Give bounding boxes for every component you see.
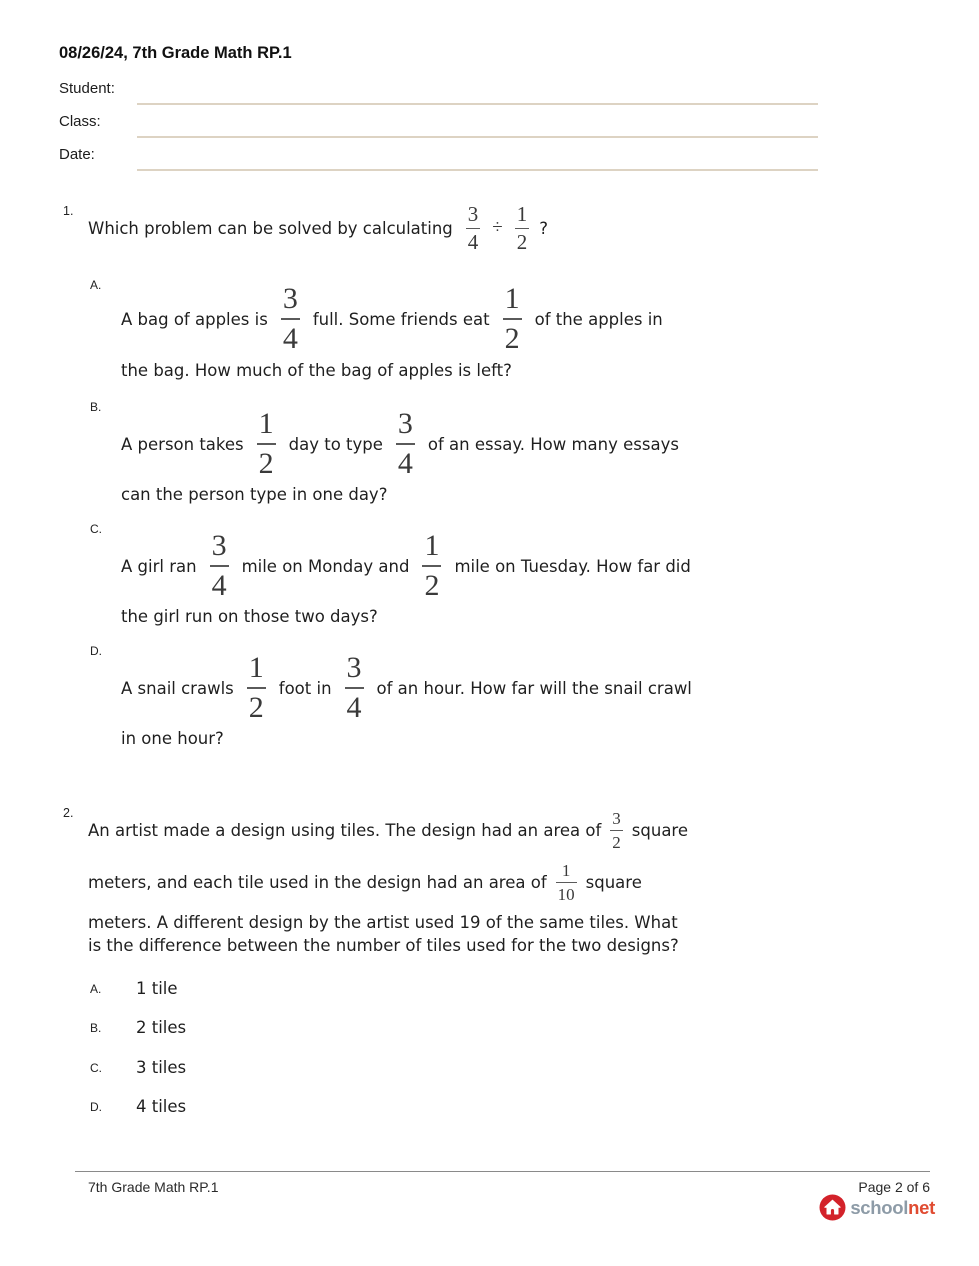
fraction-numerator: 1 [424,529,440,562]
schoolnet-logo-text [850,1197,935,1219]
q2-option-c-text: 3 tiles [136,1058,187,1077]
q1-option-a-line2: the bag. How much of the bag of apples is left? [121,361,512,380]
fraction-denominator: 10 [557,884,575,904]
footer-page-number: Page 2 of 6 [858,1179,930,1195]
class-blank-line [137,136,818,138]
q2-option-d-text: 4 tiles [136,1097,187,1116]
student-blank-line [137,103,818,105]
q1-option-d-letter: D. [90,644,102,658]
fraction-bar [515,228,530,229]
fraction-denominator: 4 [397,447,413,480]
option-text: foot in [278,678,332,698]
date-blank-line [137,169,818,171]
q2-option-b-text: 2 tiles [136,1018,187,1037]
fraction-numerator: 3 [282,282,298,315]
q1-option-c-line1 [121,529,691,603]
q2-option-a-letter: A. [90,982,102,996]
fraction-three-halves [610,810,623,851]
division-sign: ÷ [492,217,503,238]
question-2-number: 2. [63,806,74,820]
question-mark: ? [539,218,548,238]
fraction-denominator: 2 [504,322,520,355]
schoolnet-logo [819,1194,935,1221]
question-2-line1 [88,802,688,858]
fraction-denominator: 2 [248,691,264,724]
fraction-numerator: 1 [248,651,264,684]
fraction-one-tenth [556,862,577,903]
question-1-prompt-text: Which problem can be solved by calculating [88,218,453,238]
fraction-one-half [422,531,441,601]
fraction-numerator: 3 [211,529,227,562]
fraction-bar [345,687,364,689]
logo-school-part: school [850,1196,909,1218]
fraction-bar [556,882,577,883]
question-text: square [585,872,642,892]
question-2-line4: is the difference between the number of tiles used for the two designs? [88,936,679,955]
question-text: meters, and each tile used in the design had an area of [88,872,547,892]
fraction-denominator: 4 [211,569,227,602]
option-text: full. Some friends eat [312,309,490,329]
fraction-one-half [257,409,276,479]
question-2-line3: meters. A different design by the artist used 19 of the same tiles. What [88,913,678,932]
fraction-numerator: 1 [561,860,571,880]
fraction-bar [257,443,276,445]
fraction-bar [247,687,266,689]
q1-option-c-line2: the girl run on those two days? [121,607,378,626]
q1-option-d-line2: in one hour? [121,729,224,748]
fraction-bar [210,565,229,567]
fraction-denominator: 2 [516,229,528,254]
fraction-bar [503,318,522,320]
q2-option-b-letter: B. [90,1021,102,1035]
logo-net-part: net [908,1196,935,1218]
footer-divider [75,1171,930,1172]
option-text: of an hour. How far will the snail crawl [376,678,692,698]
class-label: Class: [59,113,101,130]
fraction-denominator: 2 [258,447,274,480]
option-text: of an essay. How many essays [427,434,679,454]
fraction-one-half [515,201,530,254]
date-label: Date: [59,146,95,163]
fraction-three-fourths [396,409,415,479]
q1-option-b-letter: B. [90,400,102,414]
fraction-bar [610,830,623,831]
question-text: An artist made a design using tiles. The design had an area of [88,820,602,840]
question-2-line2 [88,854,642,910]
document-title: 08/26/24, 7th Grade Math RP.1 [59,44,292,62]
fraction-denominator: 2 [424,569,440,602]
option-text: A snail crawls [121,678,234,698]
fraction-numerator: 3 [346,651,362,684]
option-text: mile on Tuesday. How far did [454,556,691,576]
fraction-numerator: 3 [397,407,413,440]
option-text: A bag of apples is [121,309,268,329]
fraction-numerator: 1 [258,407,274,440]
q1-option-a-letter: A. [90,278,102,292]
q1-option-c-letter: C. [90,522,102,536]
fraction-numerator: 1 [516,201,528,226]
fraction-three-fourths [281,284,300,354]
fraction-denominator: 4 [467,229,479,254]
option-text: A girl ran [121,556,197,576]
fraction-one-half [503,284,522,354]
fraction-denominator: 4 [282,322,298,355]
fraction-denominator: 4 [346,691,362,724]
student-label: Student: [59,80,115,97]
fraction-numerator: 1 [504,282,520,315]
option-text: day to type [288,434,383,454]
fraction-one-half [247,653,266,723]
schoolnet-home-icon [819,1194,846,1221]
fraction-denominator: 2 [612,832,621,852]
q2-option-c-letter: C. [90,1061,102,1075]
q1-option-b-line1 [121,407,679,481]
q2-option-a-text: 1 tile [136,979,178,998]
question-text: square [631,820,689,840]
fraction-three-fourths [345,653,364,723]
question-1-number: 1. [63,204,74,218]
option-text: A person takes [121,434,244,454]
fraction-three-fourths [210,531,229,601]
fraction-bar [396,443,415,445]
q1-option-d-line1 [121,651,692,725]
fraction-numerator: 3 [467,201,479,226]
q1-option-b-line2: can the person type in one day? [121,485,388,504]
q2-option-d-letter: D. [90,1100,102,1114]
fraction-bar [281,318,300,320]
fraction-numerator: 3 [612,808,621,828]
option-text: mile on Monday and [241,556,410,576]
question-1-prompt [88,200,548,256]
option-text: of the apples in [534,309,663,329]
footer-doc-name: 7th Grade Math RP.1 [88,1179,219,1195]
fraction-three-fourths [466,201,481,254]
fraction-bar [422,565,441,567]
q1-option-a-line1 [121,282,663,356]
fraction-bar [466,228,481,229]
